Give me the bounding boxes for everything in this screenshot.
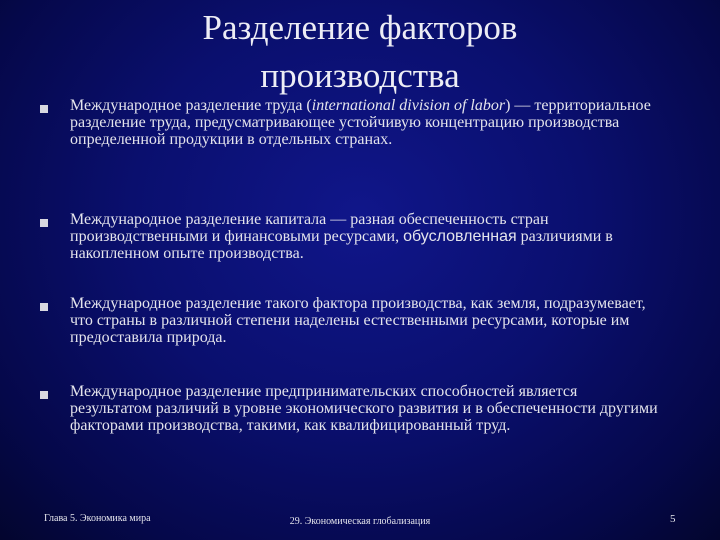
bullet-text-italic: international division of labor [311, 97, 506, 114]
square-bullet-icon [40, 219, 48, 227]
page-number: 5 [670, 513, 676, 525]
bullet-text-part: различиями в накопленном опыте производства. [70, 228, 613, 262]
bullet-text: Международное разделение предпринимательских способностей является результатом различий в уровне экономического развития и в обеспеченности другими факторами производства, такими, как квалифицированный труд. [70, 383, 658, 434]
square-bullet-icon [40, 105, 48, 113]
square-bullet-icon [40, 303, 48, 311]
bullet-text-part: Международное разделение капитала — разная обеспеченность стран производственными и финансовыми ресурсами, [70, 211, 549, 245]
bullet-text-part: Международное разделение труда ( [70, 97, 312, 114]
bullet-text [70, 211, 660, 262]
bullet-text-part: ) — территориальное разделение труда, предусматривающее устойчивую концентрацию производства определенной продукции в отдельных странах. [70, 97, 651, 148]
footer-chapter: Глава 5. Экономика мира [44, 513, 151, 524]
bullet-text: Международное разделение такого фактора производства, как земля, подразумевает, что страны в различной степени наделены естественными ресурсами, которые им предоставила природа. [70, 295, 646, 346]
bullet-text-sans: обусловленная [403, 228, 517, 245]
square-bullet-icon [40, 391, 48, 399]
footer-section: 29. Экономическая глобализация [289, 516, 431, 527]
slide-title: Разделение факторов производства [202, 8, 518, 95]
bullet-text [70, 97, 660, 148]
